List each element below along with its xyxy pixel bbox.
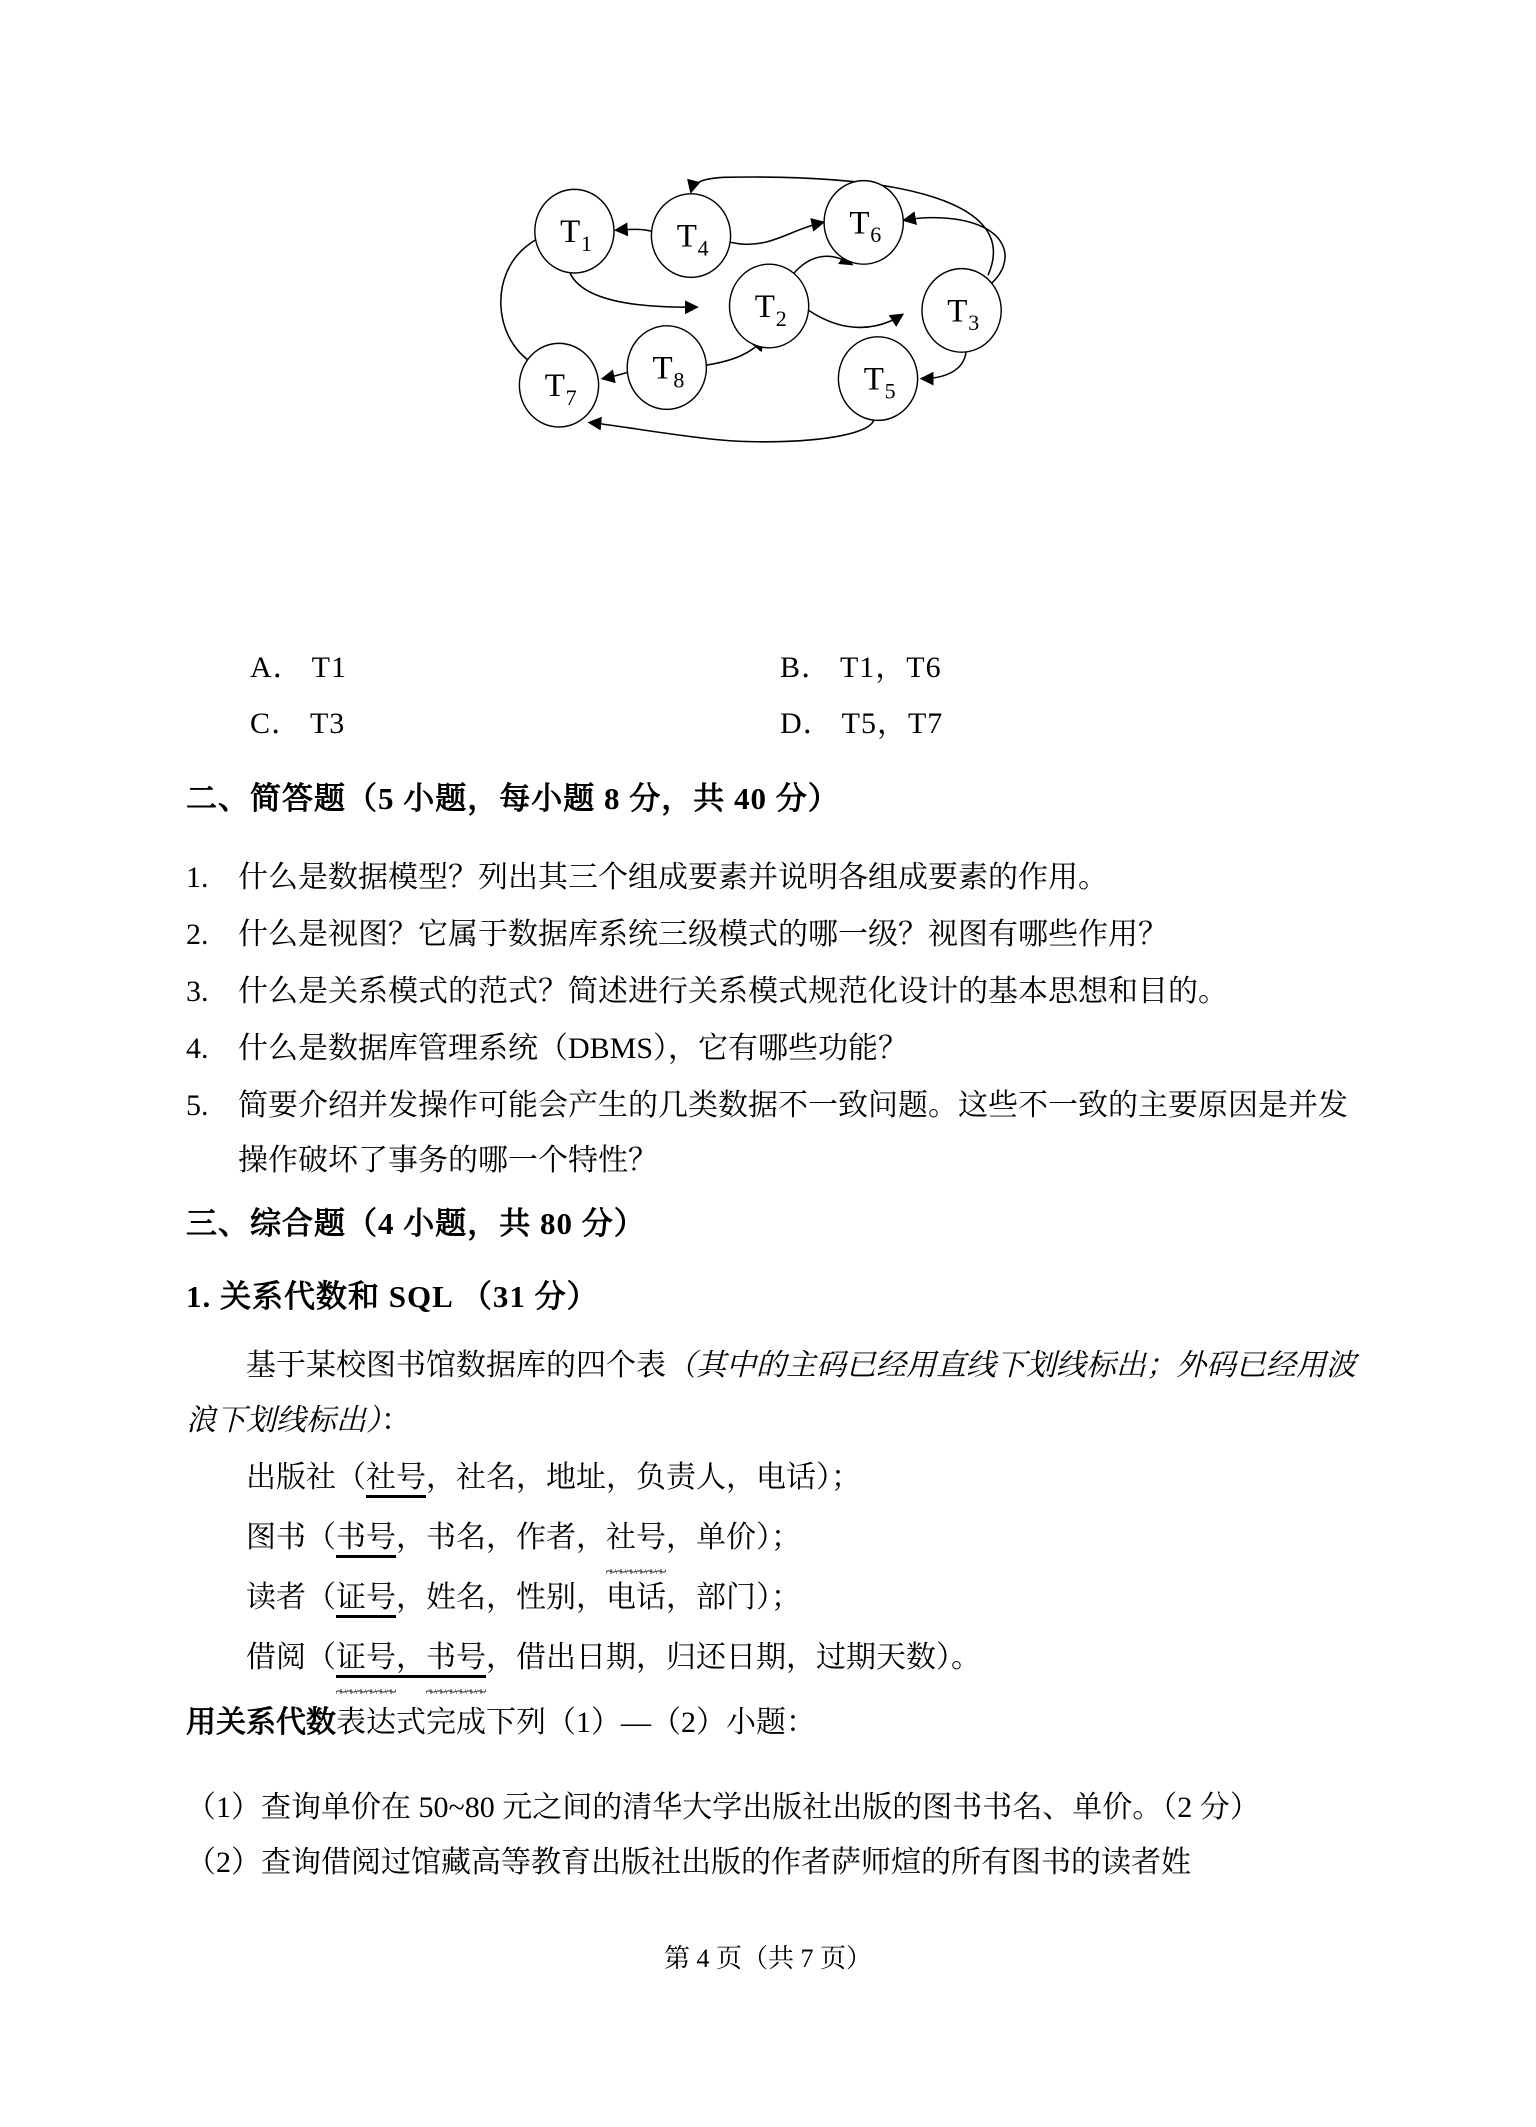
question-text: 什么是数据模型？列出其三个组成要素并说明各组成要素的作用。 [238,861,1108,894]
section-three-heading-wrap [186,1200,1356,1248]
option-a-key: A． [250,651,304,684]
option-row-2 [0,696,1536,752]
precedence-graph-svg [318,130,1218,460]
section-three-q1-heading-wrap [186,1273,1356,1321]
instruction-suffix: 表达式完成下列（1）—（2）小题： [336,1706,816,1739]
section-two [186,775,1356,823]
node-T1-sub: 1 [581,231,592,256]
node-T5-sub: 5 [884,378,896,404]
list-item [186,964,1356,1019]
list-item [186,1021,1356,1076]
schema-intro-text [186,1338,1356,1448]
question-number: 4. [186,1032,209,1065]
schema-attr: 姓名 [426,1581,486,1614]
question-text: 简要介绍并发操作可能会产生的几类数据不一致问题。这些不一致的主要原因是并发操作破坏了事务的哪一个特性？ [238,1089,1348,1177]
node-T3-label: T [947,293,968,330]
schema-attr-pk: 社号 [366,1461,426,1498]
schema-list [186,1448,1356,1688]
schema-intro-italic: （其中的主码已经用直线下划线标出；外码已经用波浪下划线标出） [186,1349,1356,1437]
node-T8-sub: 8 [673,367,685,393]
edge-T4-T6 [731,222,823,244]
node-T8-label: T [652,350,673,387]
schema-open: （ [336,1461,366,1494]
option-row-1 [0,640,1536,696]
edge-T5-T7 [590,420,874,441]
instruction-emphasis: 关系代数 [216,1706,336,1739]
option-c-key: C． [250,707,303,740]
subquestion-2: （2）查询借阅过馆藏高等教育出版社出版的作者萨师煊的所有图书的读者姓 [186,1846,1191,1879]
schema-row-borrow: 借阅（证号，书号，借出日期，归还日期，过期天数）。 [186,1628,1356,1688]
schema-attr: 电话 [756,1461,816,1494]
question-text: 什么是关系模式的范式？简述进行关系模式规范化设计的基本思想和目的。 [238,975,1228,1008]
edge-T2-T6 [792,256,851,275]
precedence-graph-figure [0,130,1536,460]
list-item [186,850,1356,905]
schema-open: （ [306,1581,336,1614]
schema-attr-pk: 证号 [336,1581,396,1618]
schema-attr-pkfk: 书号 [426,1628,486,1688]
option-c-text: T3 [309,707,346,740]
subquestion-1: （1）查询单价在 50~80 元之间的清华大学出版社出版的图书书名、单价。（2 分） [186,1791,1260,1824]
node-T6-sub: 6 [870,222,882,248]
question-number: 1. [186,861,209,894]
schema-open: （ [306,1521,336,1554]
question-number: 2. [186,918,209,951]
section-two-heading: 二、简答题（5 小题，每小题 8 分，共 40 分） [186,781,840,816]
option-b-text: T1，T6 [839,651,942,684]
section-three-heading: 三、综合题（4 小题，共 80 分） [186,1206,646,1241]
schema-attr: 作者 [516,1521,576,1554]
schema-name: 图书 [246,1521,306,1554]
option-c[interactable] [250,696,780,752]
edge-T4-T1 [616,229,651,231]
schema-attr-fk: 社号 [606,1508,666,1568]
question-number: 5. [186,1089,209,1122]
schema-attr: 部门 [696,1581,756,1614]
schema-close: ）； [756,1521,801,1554]
schema-attr: 单价 [696,1521,756,1554]
edge-T2-T3 [809,310,903,327]
schema-name: 借阅 [246,1641,306,1674]
schema-row-reader: 读者（证号，姓名，性别，电话，部门）； [186,1568,1356,1628]
schema-attr-pkfk: 证号 [336,1628,396,1688]
schema-attr: 借出日期 [516,1641,636,1674]
answer-options [0,640,1536,752]
relational-algebra-instruction-wrap [186,1695,1356,1750]
node-T4-sub: 4 [697,235,709,261]
node-T7-label: T [544,368,565,405]
node-T1-label: T [560,214,581,251]
option-b[interactable] [780,640,1310,696]
edge-T3-T5 [922,352,966,378]
node-T3-sub: 3 [968,310,980,336]
section-three-q1-heading: 1. 关系代数和 SQL （31 分） [186,1279,599,1314]
list-item [186,1078,1356,1188]
schema-open: （ [306,1641,336,1674]
schema-attr: 社名 [456,1461,516,1494]
schema-attr: 电话 [606,1581,666,1614]
edge-T1-T2 [570,273,697,307]
question-number: 3. [186,975,209,1008]
short-answer-list [186,850,1356,1188]
page-number-text: 第 4 页（共 7 页） [663,1944,872,1973]
schema-row-publisher: 出版社（社号，社名，地址，负责人，电话）； [186,1448,1356,1508]
schema-name: 读者 [246,1581,306,1614]
instruction-prefix: 用 [186,1706,216,1739]
schema-attr-pk: 书号 [336,1521,396,1558]
section-two-questions [186,850,1356,1190]
schema-close: ）。 [936,1641,981,1674]
option-b-key: B． [780,651,833,684]
node-T6-label: T [849,205,870,242]
option-d-key: D． [780,707,834,740]
node-T2-sub: 2 [775,305,787,331]
schema-close: ）； [816,1461,861,1494]
schema-attr: 归还日期 [666,1641,786,1674]
option-a[interactable] [250,640,780,696]
relational-algebra-instruction [186,1695,1356,1750]
schema-close: ）； [756,1581,801,1614]
schema-row-book: 图书（书号，书名，作者，社号，单价）； [186,1508,1356,1568]
schema-intro [186,1338,1356,1448]
option-d-text: T5，T7 [841,707,944,740]
node-T5-label: T [863,361,884,398]
schema-attr-pk-composite: 证号，书号 [336,1641,486,1678]
subquestion-list [186,1780,1356,1890]
list-item [186,907,1356,962]
schema-attr: 地址 [546,1461,606,1494]
option-a-text: T1 [311,651,347,684]
schema-attr: 负责人 [636,1461,726,1494]
edge-T8-T7 [603,372,629,379]
node-T2-label: T [754,289,775,325]
node-T7-sub: 7 [565,385,577,410]
schema-name: 出版社 [246,1461,336,1494]
question-text: 什么是数据库管理系统（DBMS），它有哪些功能？ [238,1032,909,1065]
schema-attr: 书名 [426,1521,486,1554]
node-T4-label: T [676,218,697,255]
page-footer [0,1938,1536,1975]
schema-attr: 性别 [516,1581,576,1614]
schema-intro-tail: ： [381,1404,411,1437]
option-d[interactable] [780,696,1310,752]
schema-intro-plain: 基于某校图书馆数据库的四个表 [246,1349,666,1382]
question-text: 什么是视图？它属于数据库系统三级模式的哪一级？视图有哪些作用？ [238,918,1168,951]
schema-attr: 过期天数 [816,1641,936,1674]
